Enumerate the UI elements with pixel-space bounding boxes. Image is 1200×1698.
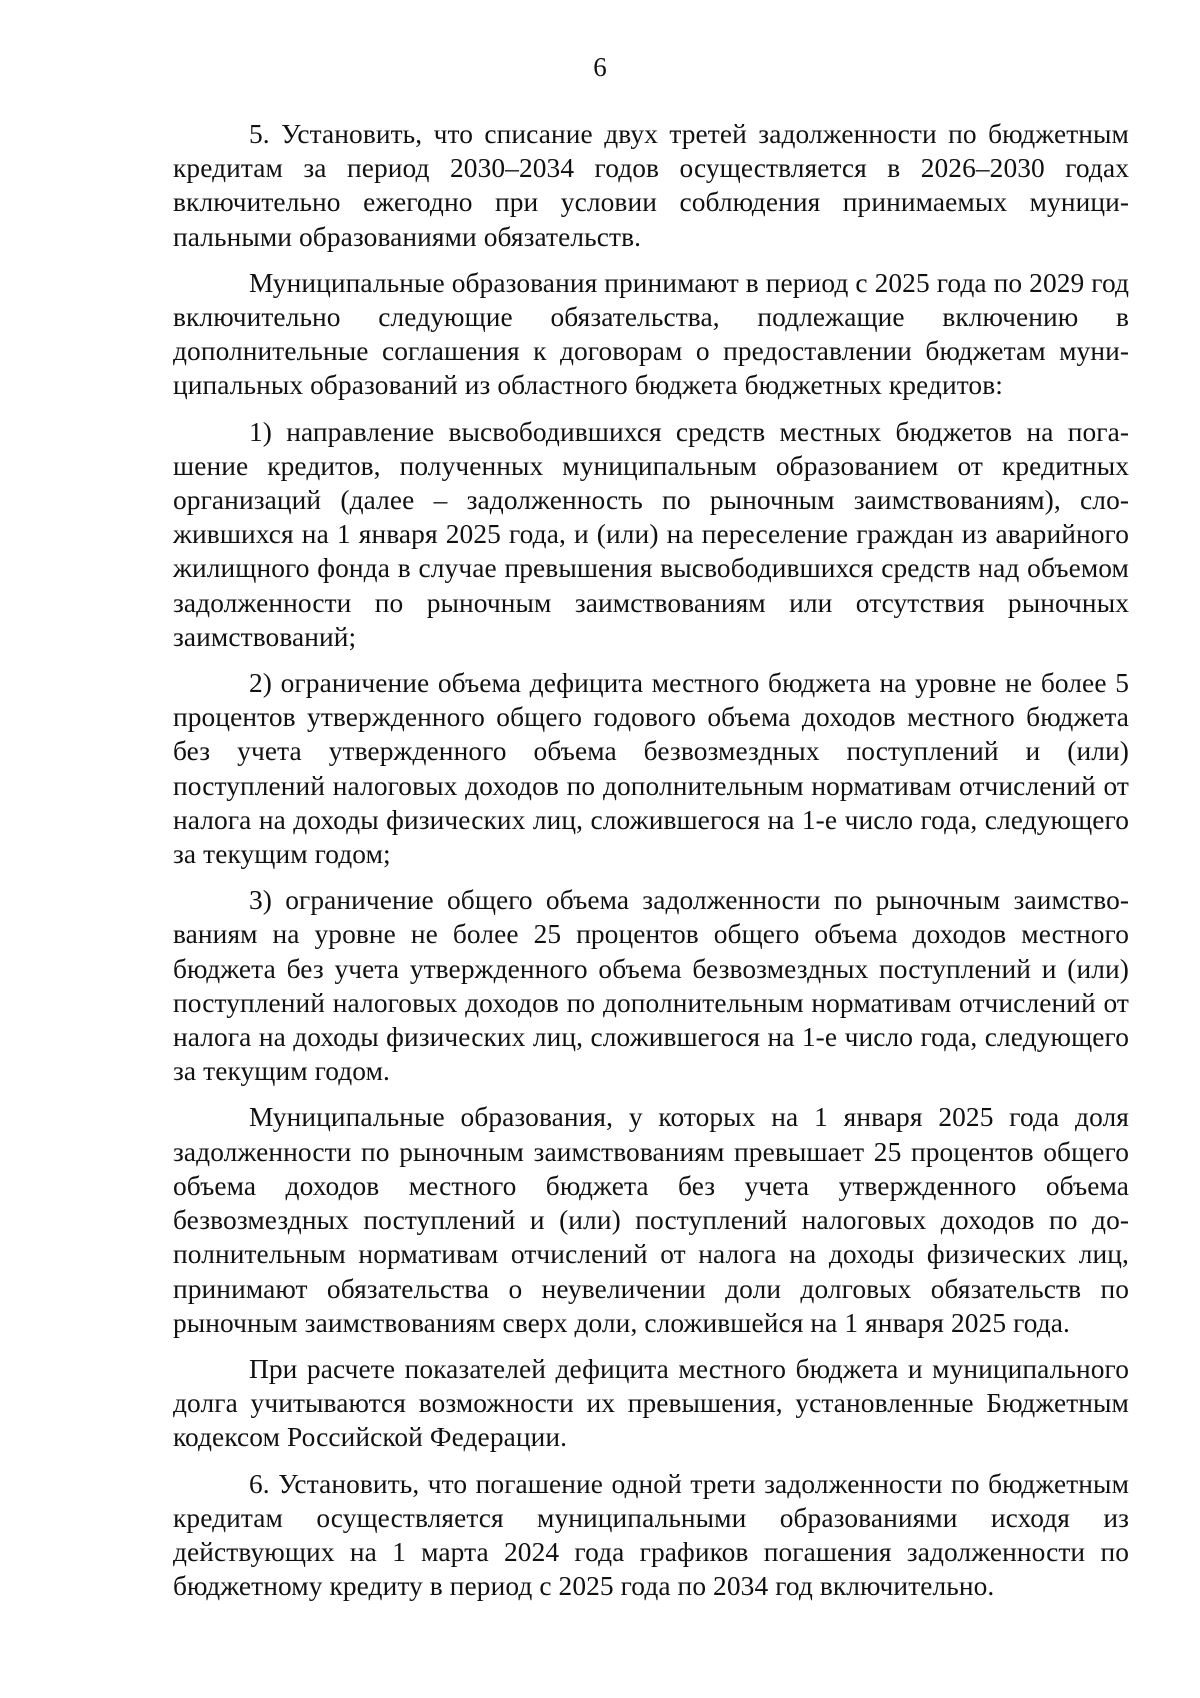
paragraph-item-5: 5. Установить, что списание двух третей задолженности по бюджетным кредитам за период 2030–2034 годов осуществляется в 2026–2030 годах включительно ежегодно при условии соблюдения принимаемых муниципальными образованиями обязательств. [173,119,1129,252]
paragraph-deficit-calculation: При расчете показателей дефицита местного бюджета и муниципального долга учитываются возможности их превышения, установленные Бюджетным кодексом Российской Федерации. [173,1353,1129,1453]
paragraph-obligations-intro: Муниципальные образования принимают в период с 2025 года по 2029 год включительно следующие обязательства, подлежащие включению в дополнительные соглашения к договорам о предоставлении бюджетам муниципальных образований из областного бюджета бюджетных кредитов: [173,267,1129,401]
paragraph-item-6: 6. Установить, что погашение одной трети задолженности по бюджетным кредитам осуществляется муниципальными образованиями исходя из действующих на 1 марта 2024 года графиков погашения задолженности по бюджетному кредиту в период с 2025 года по 2034 год включительно. [173,1468,1129,1602]
paragraph-subitem-2: 2) ограничение объема дефицита местного бюджета на уровне не более 5 процентов утвержденного общего годового объема доходов местного бюджета без учета утвержденного объема безвозмездных поступлений и (или) поступлений налоговых доходов по дополнительным нормативам отчислений от налога на доходы физических лиц, сложившегося на 1-е число года, следующего за текущим годом; [173,668,1129,870]
document-body [173,117,1129,1615]
paragraph-debt-share: Муниципальные образования, у которых на 1 января 2025 года доля задолженности по рыночным заимствованиям превышает 25 процентов общего объема доходов местного бюджета без учета утвержденного объема безвозмездных поступлений и (или) поступлений налоговых доходов по дополнительным нормативам отчислений от налога на доходы физических лиц, принимают обязательства о неувеличении доли долговых обязательств по рыночным заимствованиям сверх доли, сложившейся на 1 января 2025 года. [173,1102,1129,1338]
paragraph-subitem-1: 1) направление высвободившихся средств местных бюджетов на погашение кредитов, полученных муниципальным образованием от кредитных организаций (далее – задолженность по рыночным заимствованиям), сложившихся на 1 января 2025 года, и (или) на переселение граждан из аварийного жилищного фонда в случае превышения высвободившихся средств над объемом задолженности по рыночным заимствованиям или отсутствия рыночных заимствований; [173,416,1129,652]
paragraph-subitem-3: 3) ограничение общего объема задолженности по рыночным заимствованиям на уровне не более 25 процентов общего объема доходов местного бюджета без учета утвержденного объема безвозмездных поступлений и (или) поступлений налоговых доходов по дополнительным нормативам отчислений от налога на доходы физических лиц, сложившегося на 1-е число года, следующего за текущим годом. [173,885,1129,1087]
page-number: 6 [593,52,607,82]
